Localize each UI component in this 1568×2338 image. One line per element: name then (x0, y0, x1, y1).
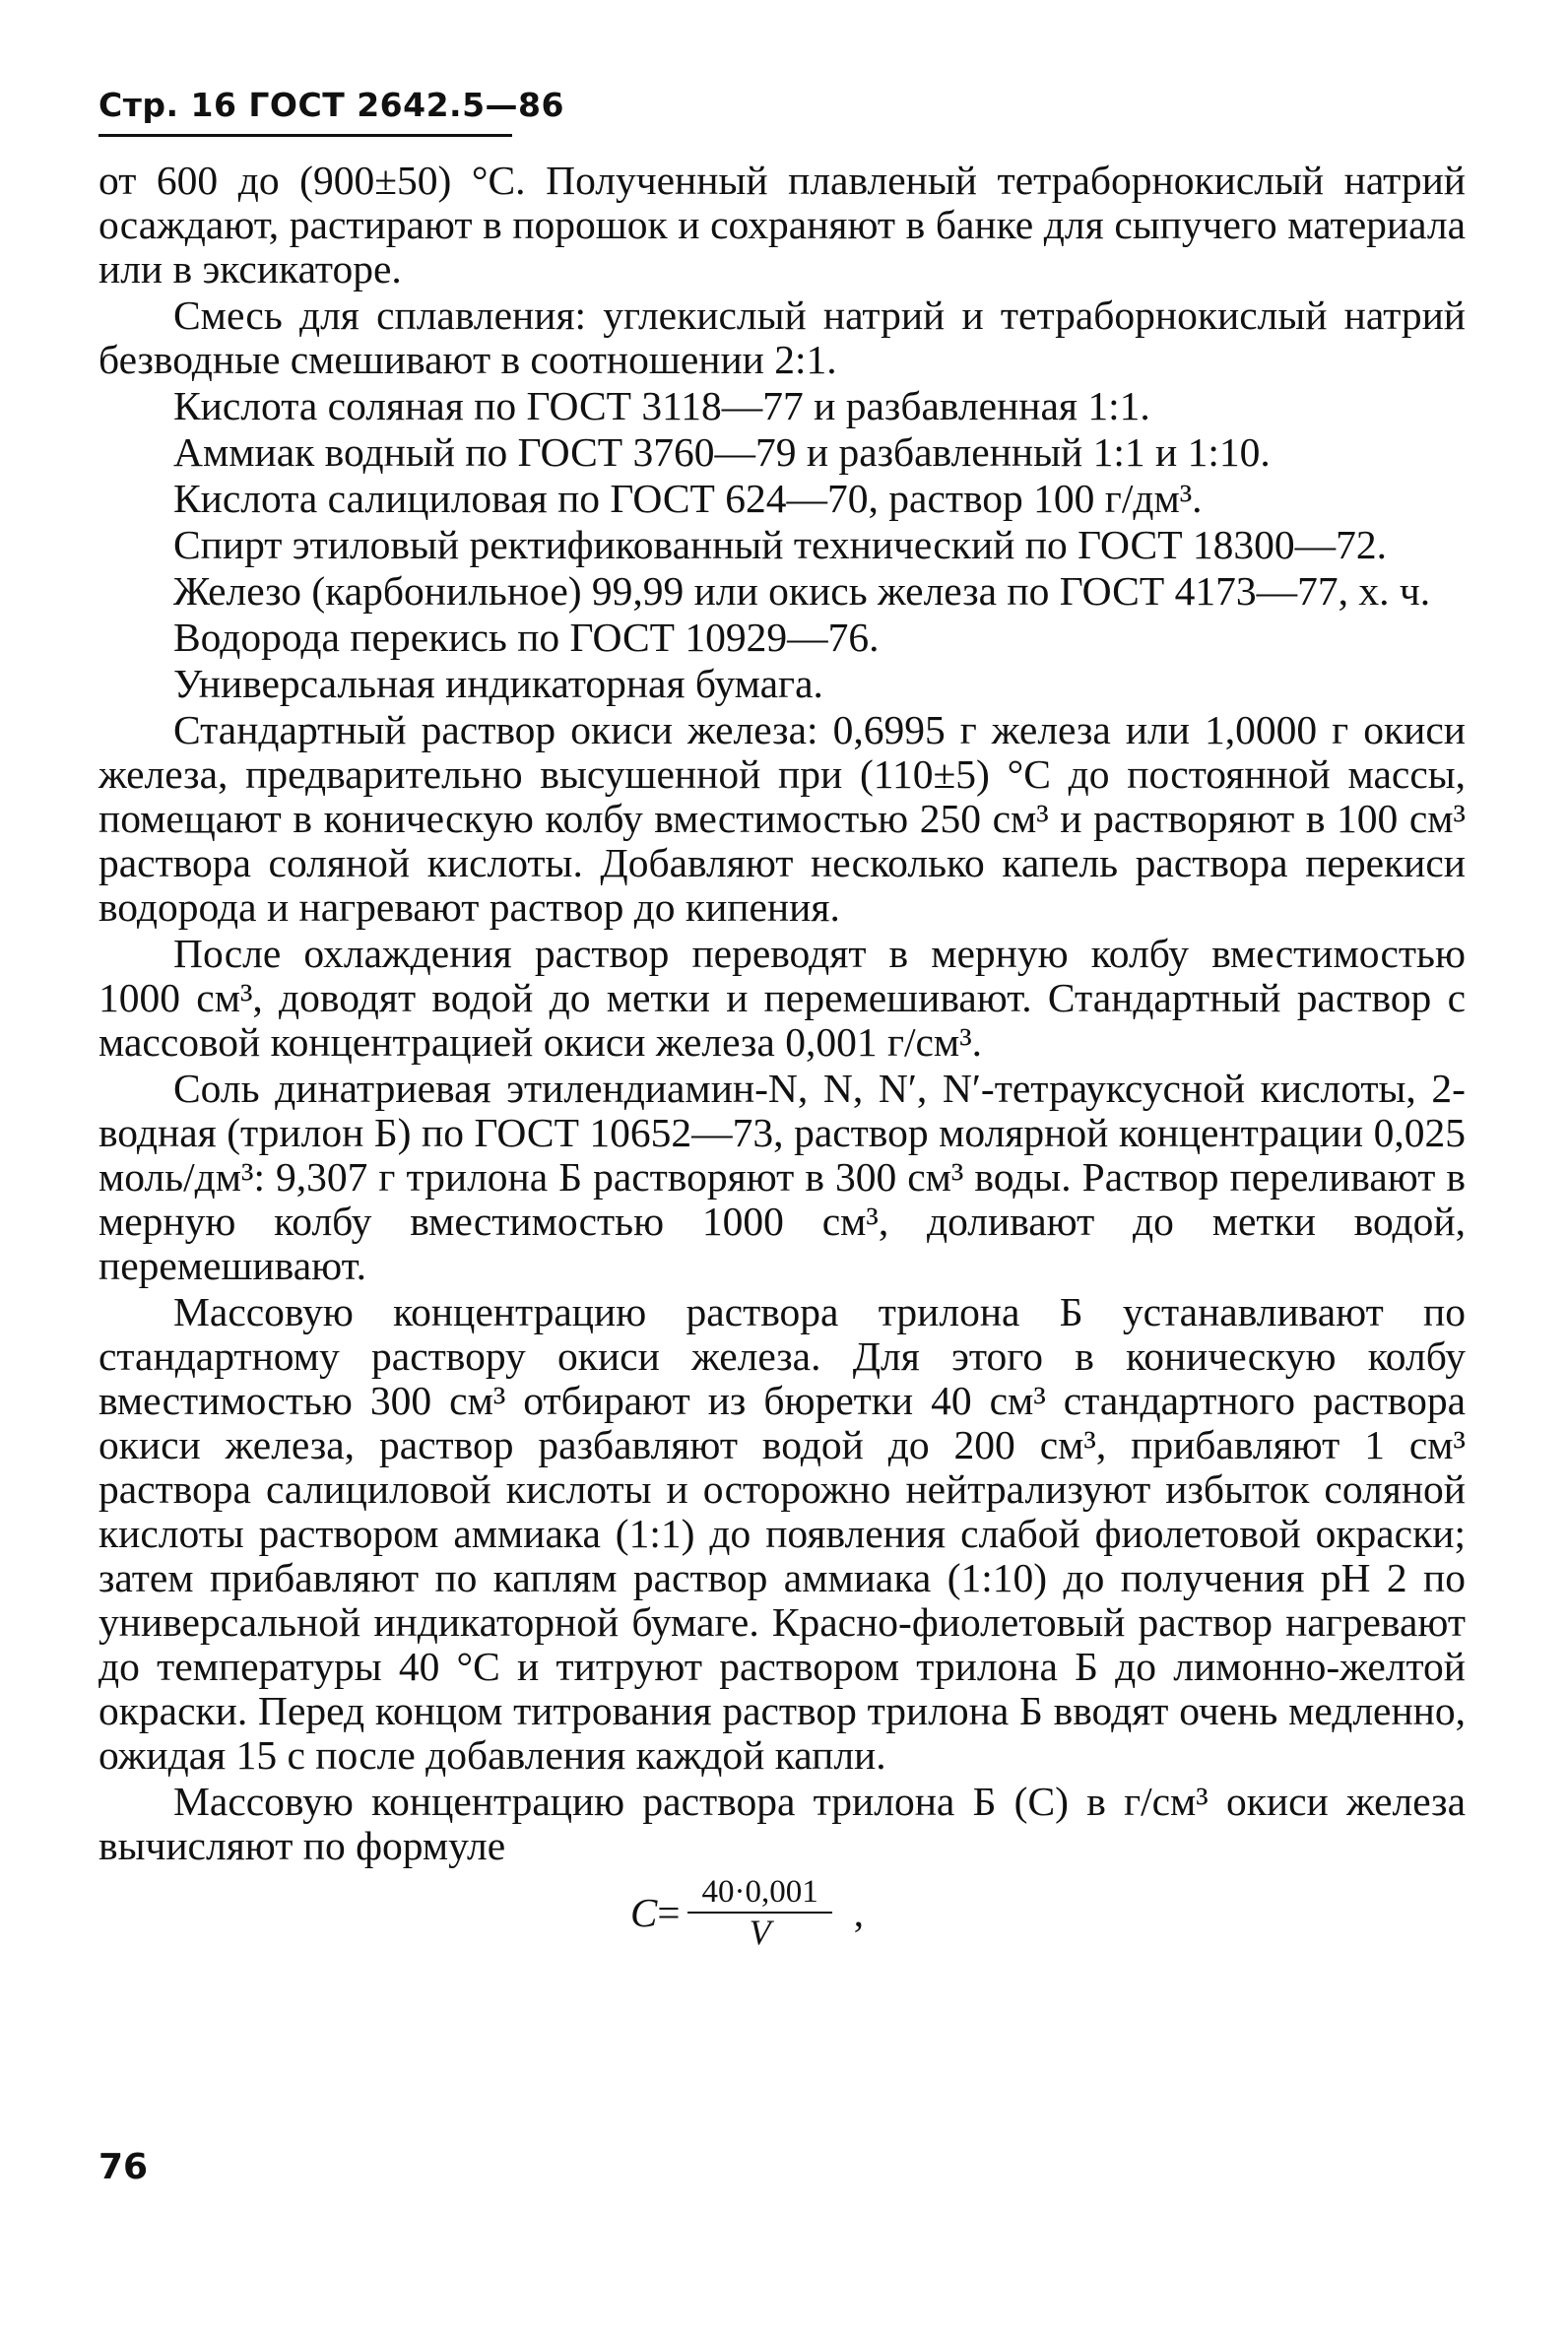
formula (630, 1874, 1466, 1951)
document-body (98, 159, 1466, 1951)
header-rule (98, 134, 512, 137)
paragraph: Кислота соляная по ГОСТ 3118—77 и разбавленная 1:1. (173, 383, 1150, 428)
paragraph: Массовую концентрацию раствора трилона Б устанавливают по стандартному раствору окиси железа. Для этого в коническую колбу вместимостью 300 см³ отбирают из бюретки 40 см³ стандартного раствора окиси железа, раствор разбавляют водой до 200 см³, прибавляют 1 см³ раствора салициловой кислоты и осторожно нейтрализуют избыток соляной кислоты раствором аммиака (1:1) до появления слабой фиолетовой окраски; затем прибавляют по каплям раствор аммиака (1:10) до получения pH 2 по универсальной индикаторной бумаге. Красно-фиолетовый раствор нагревают до температуры 40 °С и титруют раствором трилона Б до лимонно-желтой окраски. Перед концом титрования раствор трилона Б вводят очень медленно, ожидая 15 с после добавления каждой капли. (98, 1289, 1466, 1778)
paragraph: Смесь для сплавления: углекислый натрий и тетраборнокислый натрий безводные смешивают в соотношении 2:1. (98, 292, 1466, 382)
formula-fraction (687, 1874, 831, 1951)
running-header: Стр. 16 ГОСТ 2642.5—86 (98, 86, 564, 124)
page-number: 76 (98, 2147, 149, 2187)
paragraph: Стандартный раствор окиси железа: 0,6995 г железа или 1,0000 г окиси железа, предварительно высушенной при (110±5) °С до постоянной массы, помещают в коническую колбу вместимостью 250 см³ и растворяют в 100 см³ раствора соляной кислоты. Добавляют несколько капель раствора перекиси водорода и нагревают раствор до кипения. (98, 707, 1466, 930)
paragraph: Водорода перекись по ГОСТ 10929—76. (173, 615, 880, 660)
document-page (98, 69, 1466, 2295)
paragraph: Массовую концентрацию раствора трилона Б (С) в г/см³ окиси железа вычисляют по формуле (98, 1779, 1466, 1868)
formula-lhs: С (630, 1890, 658, 1935)
formula-trailing-comma: , (853, 1890, 864, 1935)
paragraph: Спирт этиловый ректификованный технический по ГОСТ 18300—72. (173, 522, 1388, 567)
paragraph: от 600 до (900±50) °С. Полученный плавленый тетраборнокислый натрий осаждают, растирают в порошок и сохраняют в банке для сыпучего материала или в эксикаторе. (98, 158, 1466, 292)
paragraph: После охлаждения раствор переводят в мерную колбу вместимостью 1000 см³, доводят водой до метки и перемешивают. Стандартный раствор с массовой концентрацией окиси железа 0,001 г/см³. (98, 931, 1466, 1065)
formula-denominator: V (749, 1913, 771, 1952)
paragraph: Аммиак водный по ГОСТ 3760—79 и разбавленный 1:1 и 1:10. (173, 429, 1271, 475)
paragraph: Кислота салициловая по ГОСТ 624—70, раствор 100 г/дм³. (173, 476, 1203, 521)
formula-numerator: 40·0,001 (687, 1874, 831, 1914)
paragraph: Соль динатриевая этилендиамин-N, N, N′, N′-тетрауксусной кислоты, 2-водная (трилон Б) по ГОСТ 10652—73, раствор молярной концентрации 0,025 моль/дм³: 9,307 г трилона Б растворяют в 300 см³ воды. Раствор переливают в мерную колбу вместимостью 1000 см³, доливают до метки водой, перемешивают. (98, 1066, 1466, 1288)
formula-equals: = (657, 1890, 681, 1935)
paragraph: Универсальная индикаторная бумага. (173, 661, 823, 706)
paragraph: Железо (карбонильное) 99,99 или окись железа по ГОСТ 4173—77, х. ч. (173, 568, 1431, 614)
